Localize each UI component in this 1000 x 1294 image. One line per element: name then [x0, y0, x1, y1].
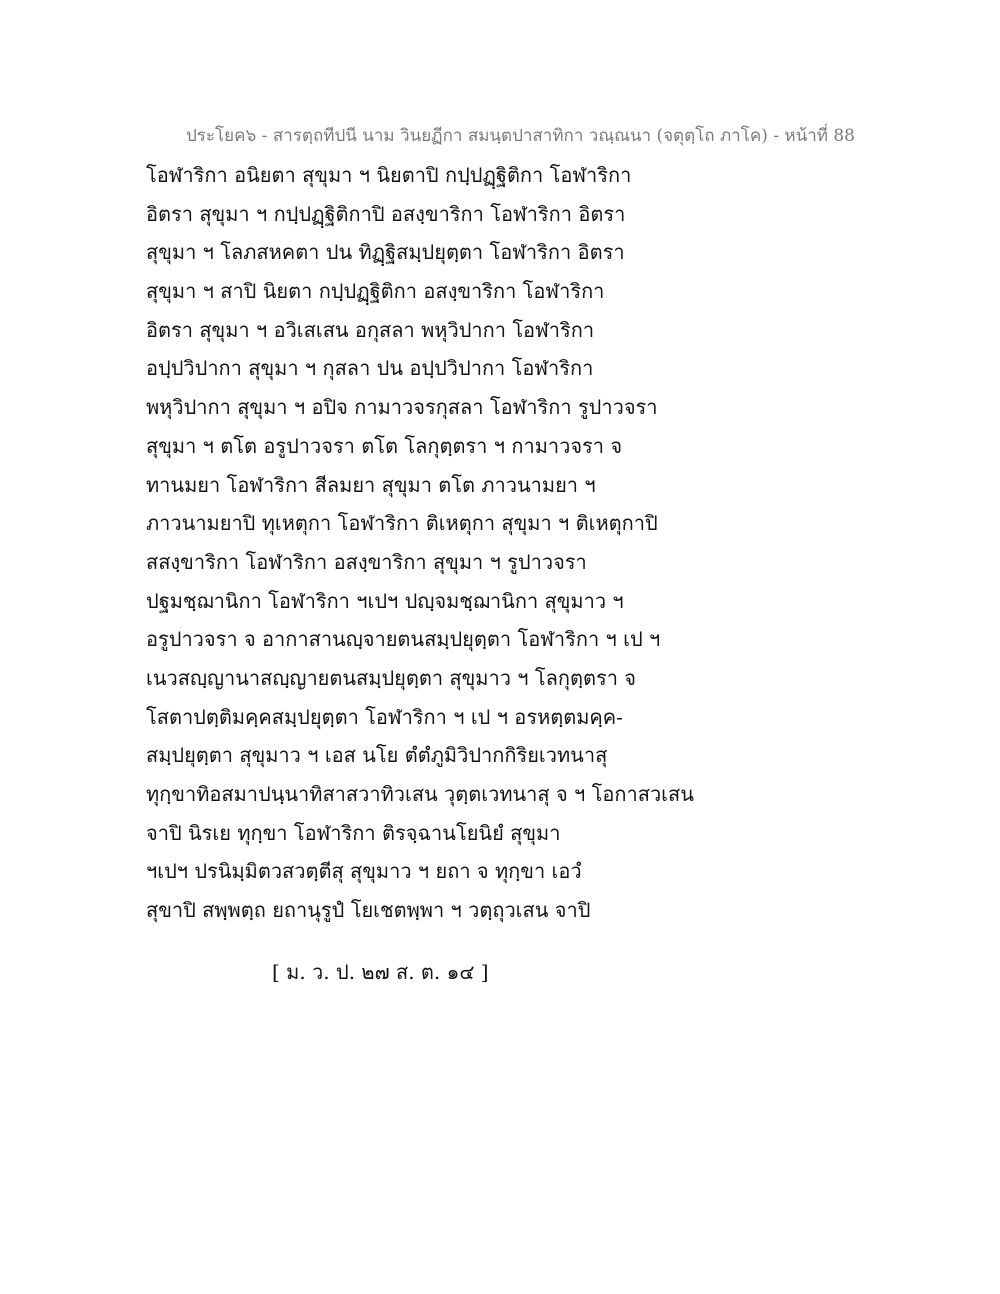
text-line: จาปิ นิรเย ทุกฺขา โอฬาริกา ติรจฺฉานโยนิยํ สุขุมา	[146, 820, 561, 845]
text-line: ภาวนามยาปิ ทุเหตุกา โอฬาริกา ติเหตุกา สุขุมา ฯ ติเหตุกาปิ	[146, 511, 658, 536]
text-line: สมฺปยุตฺตา สุขุมาว ฯ เอส นโย ตํตํภูมิวิปากกิริยเวทนาสุ	[146, 743, 608, 768]
text-line: สุขุมา ฯ โลภสหคตา ปน ทิฏฺฐิสมฺปยุตฺตา โอฬาริกา อิตรา	[146, 240, 625, 265]
page-header: ประโยค๖ - สารตฺถทีปนี นาม วินยฏีกา สมนฺตปาสาทิกา วณฺณนา (จตุตฺโถ ภาโค) - หน้าที่ 88	[186, 126, 855, 146]
text-line: โสตาปตฺติมคฺคสมฺปยุตฺตา โอฬาริกา ฯ เป ฯ อรหตฺตมคฺค-	[146, 704, 623, 729]
text-line: ทานมยา โอฬาริกา สีลมยา สุขุมา ตโต ภาวนามยา ฯ	[146, 472, 596, 497]
text-line: ฯเปฯ ปรนิมฺมิตวสวตฺตีสุ สุขุมาว ฯ ยถา จ ทุกฺขา เอวํ	[146, 859, 582, 884]
text-line: ปฐมชฺฌานิกา โอฬาริกา ฯเปฯ ปญฺจมชฺฌานิกา สุขุมาว ฯ	[146, 588, 624, 613]
text-line: ทุกฺขาทิอสมาปนฺนาทิสาสวาทิวเสน วุตฺตเวทนาสุ จ ฯ โอกาสวเสน	[146, 782, 694, 806]
text-line: อิตรา สุขุมา ฯ กปฺปฏฺฐิติกาปิ อสงฺขาริกา โอฬาริกา อิตรา	[146, 201, 626, 226]
text-line: โอฬาริกา อนิยตา สุขุมา ฯ นิยตาปิ กปฺปฏฺฐิติกา โอฬาริกา	[146, 163, 632, 187]
body-text	[146, 160, 706, 934]
text-line: สุขาปิ สพฺพตฺถ ยถานุรูปํ โยเชตพฺพา ฯ วตฺถุวเสน จาปิ	[146, 898, 591, 923]
reference-note: [ ม. ว. ป. ๒๗ ส. ต. ๑๔ ]	[272, 960, 489, 984]
text-line: สุขุมา ฯ ตโต อรูปาวจรา ตโต โลกุตฺตรา ฯ กามาวจรา จ	[146, 433, 623, 458]
text-line: เนวสญฺญานาสญฺญายตนสมฺปยุตฺตา สุขุมาว ฯ โลกุตฺตรา จ	[146, 665, 637, 690]
text-line: อปฺปวิปากา สุขุมา ฯ กุสลา ปน อปฺปวิปากา โอฬาริกา	[146, 356, 594, 381]
text-line: สสงฺขาริกา โอฬาริกา อสงฺขาริกา สุขุมา ฯ รูปาวจรา	[146, 549, 587, 574]
text-line: อิตรา สุขุมา ฯ อวิเสเสน อกุสลา พหุวิปากา โอฬาริกา	[146, 317, 595, 342]
text-line: สุขุมา ฯ สาปิ นิยตา กปฺปฏฺฐิติกา อสงฺขาริกา โอฬาริกา	[146, 279, 605, 304]
text-line: พหุวิปากา สุขุมา ฯ อปิจ กามาวจรกุสลา โอฬาริกา รูปาวจรา	[146, 395, 658, 420]
text-line: อรูปาวจรา จ อากาสานญฺจายตนสมฺปยุตฺตา โอฬาริกา ฯ เป ฯ	[146, 627, 661, 652]
